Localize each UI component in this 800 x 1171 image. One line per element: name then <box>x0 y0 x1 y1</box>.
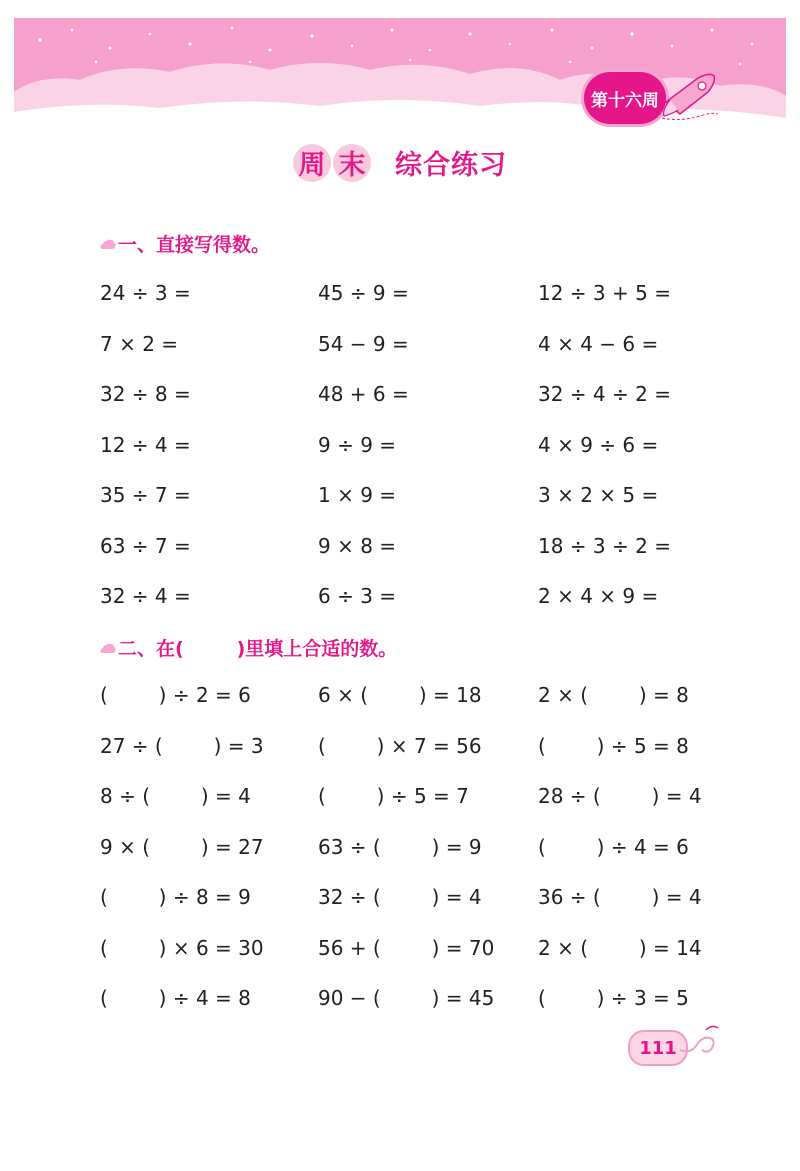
table-row <box>0 332 800 383</box>
rocket-icon <box>660 70 720 120</box>
fill-in-problem: 9 × ( ) = 27 <box>100 834 264 859</box>
problem: 32 ÷ 4 ÷ 2 = <box>538 382 671 406</box>
problem: 2 × 4 × 9 = <box>538 584 659 608</box>
fill-in-problem: ( ) ÷ 5 = 7 <box>318 784 469 808</box>
table-row <box>0 784 800 835</box>
title-char-2: 末 <box>333 144 371 182</box>
problem: 18 ÷ 3 ÷ 2 = <box>538 533 671 558</box>
fill-in-problem: 2 × ( ) = 14 <box>538 935 702 960</box>
page-number: 111 <box>628 1030 688 1066</box>
fill-in-problem: ( ) ÷ 2 = 6 <box>100 683 251 707</box>
problem: 24 ÷ 3 = <box>100 281 191 305</box>
problem: 9 × 8 = <box>318 533 397 558</box>
problem-list-2 <box>0 683 800 1037</box>
problem: 48 + 6 = <box>318 382 409 406</box>
table-row <box>0 835 800 886</box>
problem: 32 ÷ 8 = <box>100 382 191 406</box>
problem: 3 × 2 × 5 = <box>538 483 659 507</box>
problem: 45 ÷ 9 = <box>318 281 409 305</box>
fill-in-problem: ( ) ÷ 4 = 6 <box>538 834 689 859</box>
fill-in-problem: ( ) ÷ 3 = 5 <box>538 986 689 1010</box>
fill-in-problem: 63 ÷ ( ) = 9 <box>318 834 482 859</box>
fill-in-problem: ( ) ÷ 8 = 9 <box>100 885 251 909</box>
problem-list-1 <box>0 281 800 635</box>
problem: 9 ÷ 9 = <box>318 432 397 457</box>
problem: 12 ÷ 4 = <box>100 432 191 457</box>
problem: 4 × 9 ÷ 6 = <box>538 432 659 457</box>
page-title <box>0 143 800 182</box>
table-row <box>0 483 800 534</box>
fill-in-problem: 56 + ( ) = 70 <box>318 935 495 960</box>
section-heading-2-text: 二、在( )里填上合适的数。 <box>118 638 398 660</box>
problem: 1 × 9 = <box>318 483 397 507</box>
fill-in-problem: 32 ÷ ( ) = 4 <box>318 885 482 909</box>
fill-in-problem: 28 ÷ ( ) = 4 <box>538 784 702 808</box>
fill-in-problem: ( ) × 7 = 56 <box>318 733 482 758</box>
table-row <box>0 584 800 635</box>
swirl-icon <box>676 1020 720 1064</box>
table-row <box>0 281 800 332</box>
week-badge: 第十六周 <box>584 72 666 124</box>
fill-in-problem: 2 × ( ) = 8 <box>538 683 689 707</box>
table-row <box>0 382 800 433</box>
fill-in-problem: ( ) × 6 = 30 <box>100 935 264 960</box>
table-row <box>0 534 800 585</box>
problem: 4 × 4 − 6 = <box>538 331 659 356</box>
table-row <box>0 936 800 987</box>
cloud-icon <box>100 642 116 654</box>
problem: 7 × 2 = <box>100 331 179 356</box>
fill-in-problem: 27 ÷ ( ) = 3 <box>100 733 264 758</box>
problem: 54 − 9 = <box>318 331 409 356</box>
fill-in-problem: ( ) ÷ 5 = 8 <box>538 733 689 758</box>
section-heading-1 <box>100 230 270 257</box>
fill-in-problem: 36 ÷ ( ) = 4 <box>538 885 702 909</box>
table-row <box>0 885 800 936</box>
title-main: 综合练习 <box>395 150 507 181</box>
title-char-1: 周 <box>293 144 331 182</box>
section-heading-1-text: 一、直接写得数。 <box>118 234 271 256</box>
section-heading-2 <box>100 634 397 661</box>
problem: 12 ÷ 3 + 5 = <box>538 281 671 305</box>
fill-in-problem: 90 − ( ) = 45 <box>318 986 495 1010</box>
fill-in-problem: 6 × ( ) = 18 <box>318 683 482 707</box>
cloud-icon <box>100 238 116 250</box>
table-row <box>0 433 800 484</box>
table-row <box>0 683 800 734</box>
problem: 63 ÷ 7 = <box>100 533 191 558</box>
fill-in-problem: ( ) ÷ 4 = 8 <box>100 986 251 1010</box>
problem: 6 ÷ 3 = <box>318 584 397 608</box>
problem: 32 ÷ 4 = <box>100 584 191 608</box>
table-row <box>0 734 800 785</box>
problem: 35 ÷ 7 = <box>100 483 191 507</box>
fill-in-problem: 8 ÷ ( ) = 4 <box>100 784 251 808</box>
